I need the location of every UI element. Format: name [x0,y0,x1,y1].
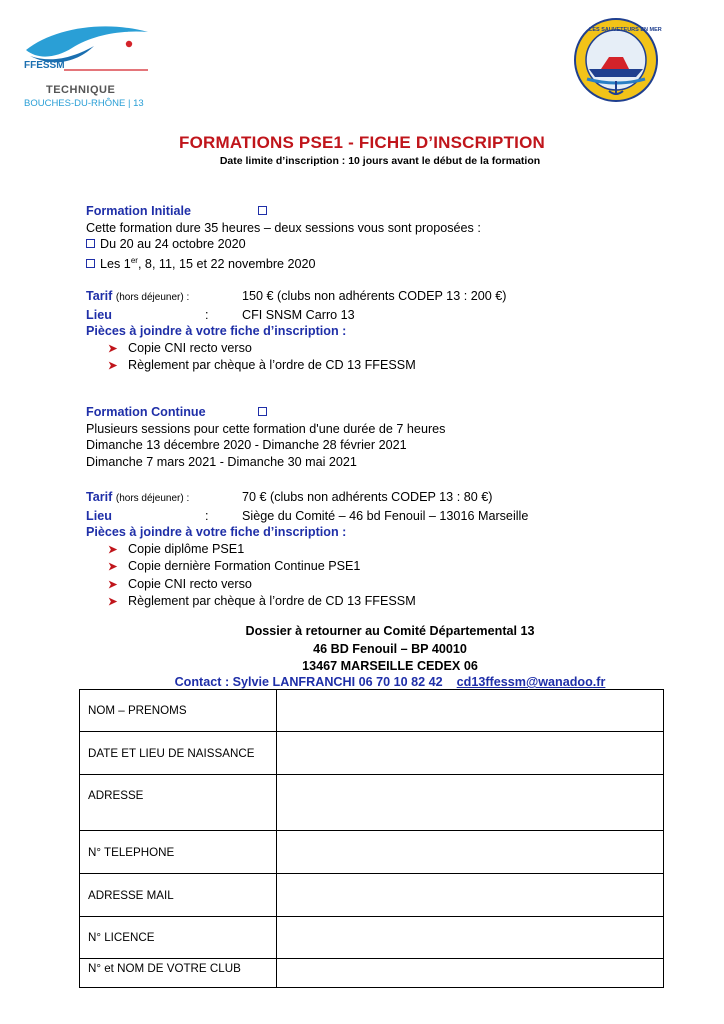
form-field-mail[interactable] [277,874,664,917]
contact-email-link[interactable]: cd13ffessm@wanadoo.fr [456,675,606,689]
pieces-heading: Pièces à joindre à votre fiche d’inscription : [86,525,347,539]
contact-line [0,675,724,689]
contact-name-phone: Contact : Sylvie LANFRANCHI 06 70 10 82 42 [174,675,443,689]
piece-item: ➤ Règlement par chèque à l’ordre de CD 13 FFESSM [86,357,646,375]
form-field-club[interactable] [277,959,664,988]
formation-initiale-details [86,288,646,375]
ffessm-logo [24,22,154,114]
lieu-value: CFI SNSM Carro 13 [242,307,355,322]
form-label-telephone: N° TELEPHONE [80,831,277,874]
form-label-club: N° et NOM DE VOTRE CLUB [80,959,277,988]
page-title: FORMATIONS PSE1 - FICHE D’INSCRIPTION [179,133,545,152]
form-label-naissance: DATE ET LIEU DE NAISSANCE [80,732,277,775]
pieces-heading: Pièces à joindre à votre fiche d’inscription : [86,324,347,338]
form-label-mail: ADRESSE MAIL [80,874,277,917]
formation-continue-section [86,404,445,470]
session-2-checkbox[interactable] [86,259,95,268]
tarif-label: Tarif [86,289,113,303]
tarif-value: 70 € (clubs non adhérents CODEP 13 : 80 €) [242,490,493,504]
session-option-1: Du 20 au 24 octobre 2020 [86,236,481,253]
continue-line-2: Dimanche 13 décembre 2020 - Dimanche 28 février 2021 [86,438,407,452]
arrow-right-icon: ➤ [108,342,118,355]
form-label-adresse: ADRESSE [80,775,277,831]
logo-technique: TECHNIQUE [46,84,116,96]
registration-form-table [79,689,664,988]
form-row [80,959,664,988]
form-field-telephone[interactable] [277,831,664,874]
arrow-right-icon: ➤ [108,578,118,591]
form-row [80,917,664,959]
lieu-label: Lieu [86,307,112,322]
deadline-subtitle: Date limite d’inscription : 10 jours avant le début de la formation [219,155,541,167]
tarif-note: (hors déjeuner) : [115,493,190,504]
piece-item: ➤ Copie diplôme PSE1 [86,541,646,559]
arrow-right-icon: ➤ [108,543,118,556]
tarif-label: Tarif [86,490,113,504]
piece-item: ➤ Règlement par chèque à l’ordre de CD 13 FFESSM [86,593,646,611]
snsm-logo-text: LES SAUVETEURS EN MER [589,27,662,33]
piece-item: ➤ Copie CNI recto verso [86,576,646,594]
logo-bouches-du-rhone: BOUCHES-DU-RHÔNE | 13 [24,98,144,109]
snsm-logo [573,17,662,103]
piece-item: ➤ Copie CNI recto verso [86,340,646,358]
form-label-licence: N° LICENCE [80,917,277,959]
arrow-right-icon: ➤ [108,360,118,372]
form-row [80,732,664,775]
lieu-value: Siège du Comité – 46 bd Fenouil – 13016 Marseille [242,508,529,523]
tarif-value: 150 € (clubs non adhérents CODEP 13 : 200 €) [242,289,507,303]
formation-initiale-intro: Cette formation dure 35 heures – deux sessions vous sont proposées : [86,220,481,235]
form-field-nom[interactable] [277,690,664,732]
form-row [80,690,664,732]
form-field-licence[interactable] [277,917,664,959]
continue-line-3: Dimanche 7 mars 2021 - Dimanche 30 mai 2021 [86,454,357,469]
form-field-naissance[interactable] [277,732,664,775]
continue-line-1: Plusieurs sessions pour cette formation d'une durée de 7 heures [86,421,446,436]
lieu-label: Lieu [86,508,112,523]
formation-continue-checkbox[interactable] [258,407,267,416]
formation-continue-heading: Formation Continue [86,405,206,419]
dossier-address: Dossier à retourner au Comité Départemental 13 46 BD Fenouil – BP 40010 13467 MARSEILLE CEDEX 06 [245,624,535,674]
form-row [80,775,664,831]
lieu-colon: : [205,307,209,322]
formation-continue-details [86,489,646,611]
ffessm-brand: FFESSM [24,60,65,71]
form-field-adresse[interactable] [277,775,664,831]
formation-initiale-heading: Formation Initiale [86,204,191,218]
form-label-nom: NOM – PRENOMS [80,690,277,732]
formation-initiale-checkbox[interactable] [258,206,267,215]
tarif-note: (hors déjeuner) : [115,292,190,303]
form-row [80,831,664,874]
lieu-colon: : [205,508,209,523]
piece-item: ➤ Copie dernière Formation Continue PSE1 [86,558,646,576]
formation-initiale-section [86,203,481,272]
form-row [80,874,664,917]
arrow-right-icon: ➤ [108,596,118,608]
session-option-2: Les 1er, 8, 11, 15 et 22 novembre 2020 [86,253,481,273]
arrow-right-icon: ➤ [108,561,118,573]
session-1-checkbox[interactable] [86,239,95,248]
